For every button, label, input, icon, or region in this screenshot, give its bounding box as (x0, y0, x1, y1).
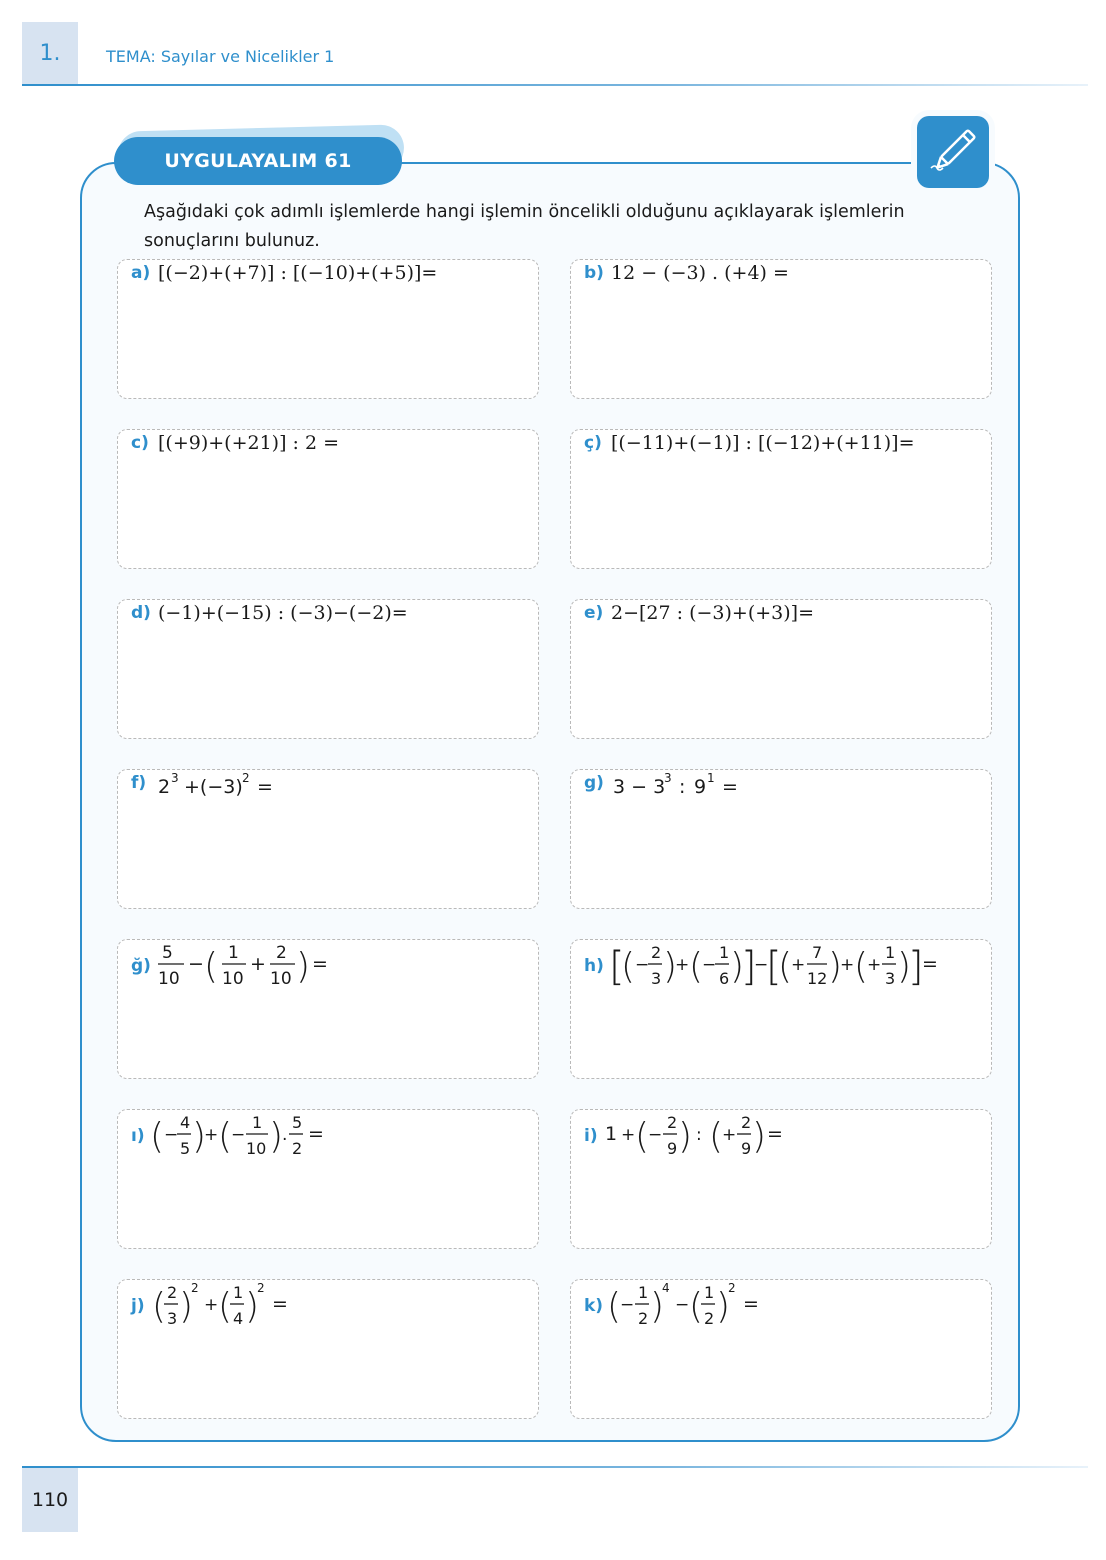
svg-text:(: ( (218, 1116, 233, 1157)
svg-text:−: − (702, 955, 717, 975)
header-divider (22, 84, 1088, 86)
svg-text:3: 3 (171, 771, 179, 785)
svg-text:1: 1 (638, 1283, 649, 1302)
svg-text:=: = (922, 953, 938, 975)
exercise-label: j) (131, 1296, 145, 1316)
svg-text:4: 4 (180, 1113, 191, 1132)
svg-text:): ) (179, 1286, 194, 1327)
svg-text:−: − (620, 1295, 635, 1315)
svg-text:2: 2 (704, 1309, 715, 1328)
svg-text:+: + (250, 953, 266, 975)
svg-text:1: 1 (252, 1113, 263, 1132)
exercise-expression: [(−11)+(−1)] : [(−12)+(+11)]= (611, 432, 915, 454)
svg-text:2: 2 (292, 1139, 303, 1158)
exercise-expression: [(+9)+(+21)] : 2 = (158, 432, 340, 454)
svg-text:4: 4 (233, 1309, 244, 1328)
svg-text:1: 1 (885, 943, 896, 962)
svg-text:(: ( (854, 946, 869, 987)
exercise-expression (150, 1110, 538, 1170)
svg-text:−: − (635, 955, 650, 975)
page-number: 110 (22, 1468, 78, 1532)
svg-text:10: 10 (246, 1139, 267, 1158)
svg-text:1: 1 (605, 1123, 618, 1145)
exercise-e[interactable] (570, 599, 992, 739)
svg-text:1: 1 (707, 771, 715, 785)
svg-text:9: 9 (667, 1139, 678, 1158)
exercise-expression: 2−[27 : (−3)+(+3)]= (611, 602, 814, 624)
svg-text:9: 9 (694, 776, 707, 798)
exercise-label: d) (131, 603, 151, 623)
svg-text:−: − (164, 1125, 179, 1145)
svg-text:(: ( (607, 1286, 622, 1327)
exercise-label: ç) (584, 433, 602, 453)
svg-text:): ) (296, 946, 311, 987)
svg-text:[: [ (609, 944, 625, 990)
svg-text:): ) (752, 1116, 767, 1157)
svg-text:(: ( (150, 1116, 165, 1157)
svg-text:.: . (282, 1125, 288, 1145)
svg-text:2: 2 (158, 776, 171, 798)
svg-text:+(−3): +(−3) (184, 776, 243, 798)
exercise-label: e) (584, 603, 604, 623)
svg-text:(: ( (689, 946, 704, 987)
svg-text:=: = (272, 1293, 288, 1315)
svg-text:1: 1 (233, 1283, 244, 1302)
exercise-expression (152, 1280, 538, 1340)
exercise-expression (611, 940, 991, 1000)
exercise-label: ı) (131, 1126, 145, 1146)
svg-text:): ) (663, 946, 678, 987)
svg-text:+: + (675, 955, 690, 975)
svg-text:+: + (204, 1295, 219, 1315)
svg-text:10: 10 (222, 969, 244, 989)
svg-text:10: 10 (158, 969, 180, 989)
svg-text:): ) (269, 1116, 284, 1157)
svg-text:+: + (840, 955, 855, 975)
svg-text:2: 2 (667, 1113, 678, 1132)
svg-text:3: 3 (664, 771, 672, 785)
svg-text:2: 2 (242, 771, 250, 785)
svg-text:1: 1 (228, 943, 239, 963)
svg-text:): ) (192, 1116, 207, 1157)
exercise-k[interactable] (570, 1279, 992, 1419)
exercise-label: k) (584, 1296, 604, 1316)
svg-text:(: ( (778, 946, 793, 987)
exercise-cc[interactable] (570, 429, 992, 569)
svg-text:1: 1 (704, 1283, 715, 1302)
activity-title: UYGULAYALIM 61 (114, 137, 402, 185)
svg-text:+: + (621, 1125, 636, 1145)
svg-text:=: = (743, 1293, 759, 1315)
svg-text:−: − (675, 1295, 690, 1315)
exercise-label: f) (131, 773, 147, 793)
exercise-c[interactable] (117, 429, 539, 569)
exercise-i[interactable] (570, 1109, 992, 1249)
svg-text:−: − (231, 1125, 246, 1145)
svg-text:7: 7 (812, 943, 823, 962)
exercise-expression (607, 1280, 991, 1340)
exercise-j[interactable] (117, 1279, 539, 1419)
exercise-label: i) (584, 1126, 598, 1146)
exercise-h[interactable] (570, 939, 992, 1079)
svg-text:+: + (867, 955, 882, 975)
svg-text:3: 3 (885, 969, 896, 988)
exercise-label: b) (584, 263, 604, 283)
svg-text:−: − (648, 1125, 663, 1145)
svg-text:5: 5 (180, 1139, 191, 1158)
exercise-label: h) (584, 956, 604, 976)
svg-text:): ) (245, 1286, 260, 1327)
svg-text:2: 2 (257, 1281, 265, 1295)
exercise-label: c) (131, 433, 149, 453)
svg-text:=: = (767, 1123, 783, 1145)
svg-text:(: ( (152, 1286, 167, 1327)
svg-text:5: 5 (292, 1113, 303, 1132)
svg-text:=: = (722, 776, 738, 798)
svg-text:): ) (716, 1286, 731, 1327)
pencil-icon (917, 116, 989, 188)
svg-text:4: 4 (662, 1281, 670, 1295)
exercise-d[interactable] (117, 599, 539, 739)
svg-text:): ) (730, 946, 745, 987)
svg-text:): ) (828, 946, 843, 987)
svg-text:(: ( (621, 946, 636, 987)
svg-text:2: 2 (167, 1283, 178, 1302)
svg-text:12: 12 (807, 969, 828, 988)
svg-text:=: = (312, 953, 328, 975)
exercise-expression (611, 770, 971, 810)
svg-text:3 − 3: 3 − 3 (613, 776, 666, 798)
exercise-label: g) (584, 773, 604, 793)
svg-text:3: 3 (651, 969, 662, 988)
svg-text:): ) (678, 1116, 693, 1157)
svg-text:1: 1 (719, 943, 730, 962)
svg-text:=: = (257, 776, 273, 798)
svg-text:−: − (188, 953, 204, 975)
exercise-expression (605, 1110, 991, 1170)
exercise-b[interactable] (570, 259, 992, 399)
svg-text:6: 6 (719, 969, 730, 988)
theme-title: TEMA: Sayılar ve Nicelikler 1 (106, 47, 335, 66)
svg-text:+: + (791, 955, 806, 975)
exercise-f[interactable] (117, 769, 539, 909)
svg-text:]: ] (741, 944, 757, 990)
unit-number: 1. (22, 22, 78, 84)
svg-text:+: + (722, 1125, 737, 1145)
exercise-gg[interactable] (117, 939, 539, 1079)
svg-text:+: + (204, 1125, 219, 1145)
svg-text:]: ] (908, 944, 924, 990)
svg-text:): ) (650, 1286, 665, 1327)
exercise-label: a) (131, 263, 151, 283)
exercise-expression (158, 940, 538, 1000)
svg-text:5: 5 (162, 943, 173, 963)
svg-text:(: ( (204, 946, 219, 987)
exercise-i-dotless[interactable] (117, 1109, 539, 1249)
exercise-expression: (−1)+(−15) : (−3)−(−2)= (158, 602, 408, 624)
exercise-expression: [(−2)+(+7)] : [(−10)+(+5)]= (158, 262, 438, 284)
svg-text:2: 2 (191, 1281, 199, 1295)
svg-text:2: 2 (728, 1281, 736, 1295)
svg-text:2: 2 (638, 1309, 649, 1328)
svg-text:=: = (308, 1123, 324, 1145)
exercise-a[interactable] (117, 259, 539, 399)
exercise-expression (158, 770, 518, 810)
svg-text:2: 2 (276, 943, 287, 963)
svg-text:(: ( (689, 1286, 704, 1327)
svg-text:9: 9 (741, 1139, 752, 1158)
svg-text:2: 2 (651, 943, 662, 962)
exercise-expression: 12 − (−3) . (+4) = (611, 262, 789, 284)
svg-text::: : (679, 776, 686, 798)
svg-text:(: ( (709, 1116, 724, 1157)
svg-text:(: ( (218, 1286, 233, 1327)
footer-divider (22, 1466, 1088, 1468)
svg-text:): ) (897, 946, 912, 987)
svg-text:(: ( (635, 1116, 650, 1157)
svg-text:2: 2 (741, 1113, 752, 1132)
svg-text:−: − (754, 955, 769, 975)
svg-text:10: 10 (270, 969, 292, 989)
svg-text:3: 3 (167, 1309, 178, 1328)
instruction-text: Aşağıdaki çok adımlı işlemlerde hangi işlemin öncelikli olduğunu açıklayarak işlemlerin sonuçlarını bulunuz. (144, 202, 905, 251)
exercise-label: ğ) (131, 956, 151, 976)
svg-text:[: [ (766, 944, 782, 990)
svg-text::: : (696, 1125, 702, 1145)
exercise-g[interactable] (570, 769, 992, 909)
